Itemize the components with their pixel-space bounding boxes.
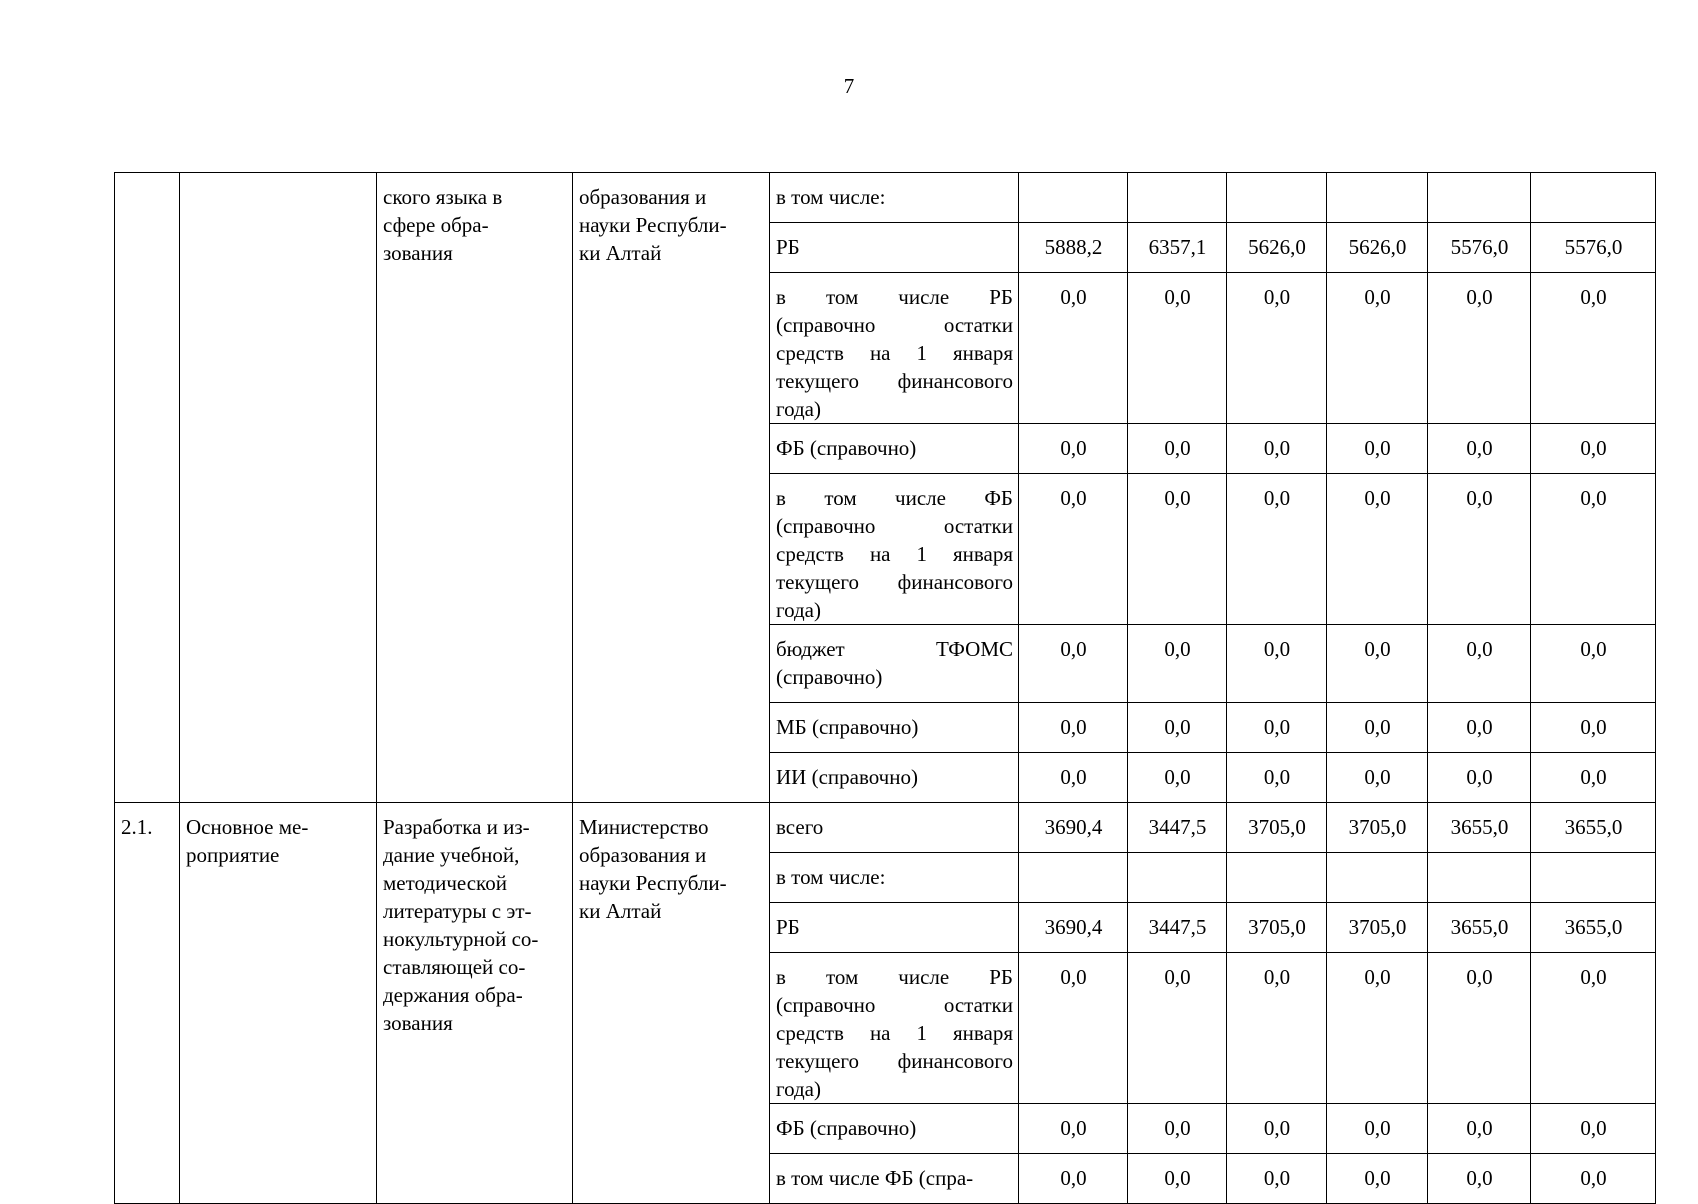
amount-cell: 0,0 [1019, 1154, 1128, 1204]
amount-cell: 0,0 [1428, 1104, 1531, 1154]
amount-cell: 3447,5 [1128, 903, 1227, 953]
amount-cell: 0,0 [1019, 703, 1128, 753]
funding-source-label: ФБ (справочно) [770, 424, 1019, 474]
amount-cell: 0,0 [1428, 474, 1531, 625]
amount-cell: 3655,0 [1428, 903, 1531, 953]
amount-cell: 5576,0 [1428, 223, 1531, 273]
amount-cell: 0,0 [1327, 474, 1428, 625]
executor-cell [573, 173, 770, 803]
amount-cell: 0,0 [1327, 1104, 1428, 1154]
amount-cell: 0,0 [1128, 1104, 1227, 1154]
amount-cell: 3705,0 [1227, 803, 1327, 853]
amount-cell [1531, 173, 1656, 223]
page-number: 7 [843, 74, 855, 98]
item-name-cell-line: зования [383, 241, 453, 265]
amount-cell: 0,0 [1128, 273, 1227, 424]
executor-cell-line: науки Республи- [579, 871, 727, 895]
amount-cell: 0,0 [1428, 953, 1531, 1104]
item-name-cell-line: Разработка и из- [383, 815, 530, 839]
item-name-cell-line: дание учебной, [383, 843, 520, 867]
item-name-cell-line: зования [383, 1011, 453, 1035]
amount-cell: 3447,5 [1128, 803, 1227, 853]
amount-cell [1128, 173, 1227, 223]
item-type-cell-line: Основное ме- [186, 815, 309, 839]
amount-cell: 0,0 [1227, 424, 1327, 474]
amount-cell: 0,0 [1327, 1154, 1428, 1204]
funding-source-label: РБ [770, 223, 1019, 273]
amount-cell: 0,0 [1327, 753, 1428, 803]
amount-cell: 0,0 [1531, 625, 1656, 703]
item-name-cell-line: нокультурной со- [383, 927, 539, 951]
amount-cell: 0,0 [1227, 1104, 1327, 1154]
item-name-cell [377, 803, 573, 1204]
funding-source-label: в том числе РБ (справочно остатки средств на 1 января текущего финансового года) [770, 273, 1019, 424]
amount-cell [1327, 853, 1428, 903]
amount-cell [1428, 853, 1531, 903]
item-type-cell-line: роприятие [186, 843, 280, 867]
amount-cell: 0,0 [1227, 273, 1327, 424]
funding-source-label: в том числе: [770, 853, 1019, 903]
amount-cell: 0,0 [1128, 625, 1227, 703]
amount-cell: 3690,4 [1019, 803, 1128, 853]
item-name-cell-line: методической [383, 871, 507, 895]
amount-cell: 0,0 [1128, 474, 1227, 625]
item-number-cell [115, 173, 180, 803]
amount-cell: 0,0 [1019, 273, 1128, 424]
funding-source-label: ФБ (справочно) [770, 1104, 1019, 1154]
amount-cell: 0,0 [1531, 953, 1656, 1104]
amount-cell: 0,0 [1227, 703, 1327, 753]
amount-cell: 5626,0 [1327, 223, 1428, 273]
amount-cell [1019, 173, 1128, 223]
amount-cell: 0,0 [1128, 753, 1227, 803]
amount-cell: 0,0 [1019, 424, 1128, 474]
funding-source-label: РБ [770, 903, 1019, 953]
amount-cell: 0,0 [1128, 703, 1227, 753]
amount-cell: 0,0 [1428, 1154, 1531, 1204]
funding-source-label: в том числе: [770, 173, 1019, 223]
amount-cell: 0,0 [1227, 953, 1327, 1104]
amount-cell: 0,0 [1428, 625, 1531, 703]
amount-cell: 3690,4 [1019, 903, 1128, 953]
amount-cell: 0,0 [1327, 424, 1428, 474]
amount-cell: 5576,0 [1531, 223, 1656, 273]
amount-cell: 0,0 [1531, 753, 1656, 803]
executor-cell-line: образования и [579, 185, 707, 209]
amount-cell [1128, 853, 1227, 903]
amount-cell: 3705,0 [1227, 903, 1327, 953]
amount-cell: 3705,0 [1327, 803, 1428, 853]
amount-cell: 0,0 [1019, 1104, 1128, 1154]
funding-source-label: бюджет ТФОМС (справочно) [770, 625, 1019, 703]
amount-cell: 3655,0 [1531, 803, 1656, 853]
amount-cell: 5626,0 [1227, 223, 1327, 273]
table-row [115, 173, 1656, 223]
amount-cell: 0,0 [1428, 703, 1531, 753]
amount-cell: 0,0 [1531, 703, 1656, 753]
amount-cell: 0,0 [1327, 953, 1428, 1104]
amount-cell: 0,0 [1531, 424, 1656, 474]
amount-cell [1428, 173, 1531, 223]
amount-cell: 0,0 [1227, 753, 1327, 803]
amount-cell [1019, 853, 1128, 903]
amount-cell: 0,0 [1128, 953, 1227, 1104]
executor-cell-line: ки Алтай [579, 241, 662, 265]
amount-cell: 0,0 [1227, 1154, 1327, 1204]
amount-cell: 0,0 [1019, 625, 1128, 703]
amount-cell: 0,0 [1019, 474, 1128, 625]
amount-cell: 3655,0 [1428, 803, 1531, 853]
funding-source-label: в том числе ФБ (справочно остатки средств на 1 января текущего финансового года) [770, 474, 1019, 625]
amount-cell: 0,0 [1531, 1154, 1656, 1204]
item-type-cell [180, 173, 377, 803]
funding-source-label: в том числе ФБ (спра- [770, 1154, 1019, 1204]
item-name-cell-line: ставляющей со- [383, 955, 526, 979]
item-name-cell-line: ского языка в [383, 185, 503, 209]
amount-cell [1227, 853, 1327, 903]
amount-cell: 0,0 [1327, 273, 1428, 424]
amount-cell [1227, 173, 1327, 223]
executor-cell [573, 803, 770, 1204]
item-type-cell [180, 803, 377, 1204]
budget-table [114, 172, 1656, 1204]
amount-cell: 0,0 [1019, 953, 1128, 1104]
funding-source-label: в том числе РБ (справочно остатки средств на 1 января текущего финансового года) [770, 953, 1019, 1104]
amount-cell [1327, 173, 1428, 223]
funding-source-label: МБ (справочно) [770, 703, 1019, 753]
funding-source-label: ИИ (справочно) [770, 753, 1019, 803]
item-name-cell-line: держания обра- [383, 983, 523, 1007]
amount-cell: 0,0 [1019, 753, 1128, 803]
executor-cell-line: Министерство [579, 815, 709, 839]
amount-cell: 0,0 [1428, 424, 1531, 474]
amount-cell: 0,0 [1327, 703, 1428, 753]
executor-cell-line: ки Алтай [579, 899, 662, 923]
executor-cell-line: образования и [579, 843, 707, 867]
item-name-cell-line: сфере обра- [383, 213, 489, 237]
amount-cell: 3705,0 [1327, 903, 1428, 953]
executor-cell-line: науки Республи- [579, 213, 727, 237]
amount-cell: 0,0 [1531, 1104, 1656, 1154]
amount-cell [1531, 853, 1656, 903]
amount-cell: 6357,1 [1128, 223, 1227, 273]
amount-cell: 0,0 [1227, 625, 1327, 703]
item-name-cell [377, 173, 573, 803]
amount-cell: 0,0 [1227, 474, 1327, 625]
amount-cell: 0,0 [1128, 1154, 1227, 1204]
amount-cell: 0,0 [1531, 474, 1656, 625]
amount-cell: 0,0 [1128, 424, 1227, 474]
amount-cell: 0,0 [1531, 273, 1656, 424]
item-name-cell-line: литературы с эт- [383, 899, 532, 923]
amount-cell: 3655,0 [1531, 903, 1656, 953]
amount-cell: 0,0 [1428, 753, 1531, 803]
amount-cell: 5888,2 [1019, 223, 1128, 273]
item-number-cell: 2.1. [115, 803, 180, 1204]
funding-source-label: всего [770, 803, 1019, 853]
amount-cell: 0,0 [1428, 273, 1531, 424]
amount-cell: 0,0 [1327, 625, 1428, 703]
table-row [115, 803, 1656, 853]
